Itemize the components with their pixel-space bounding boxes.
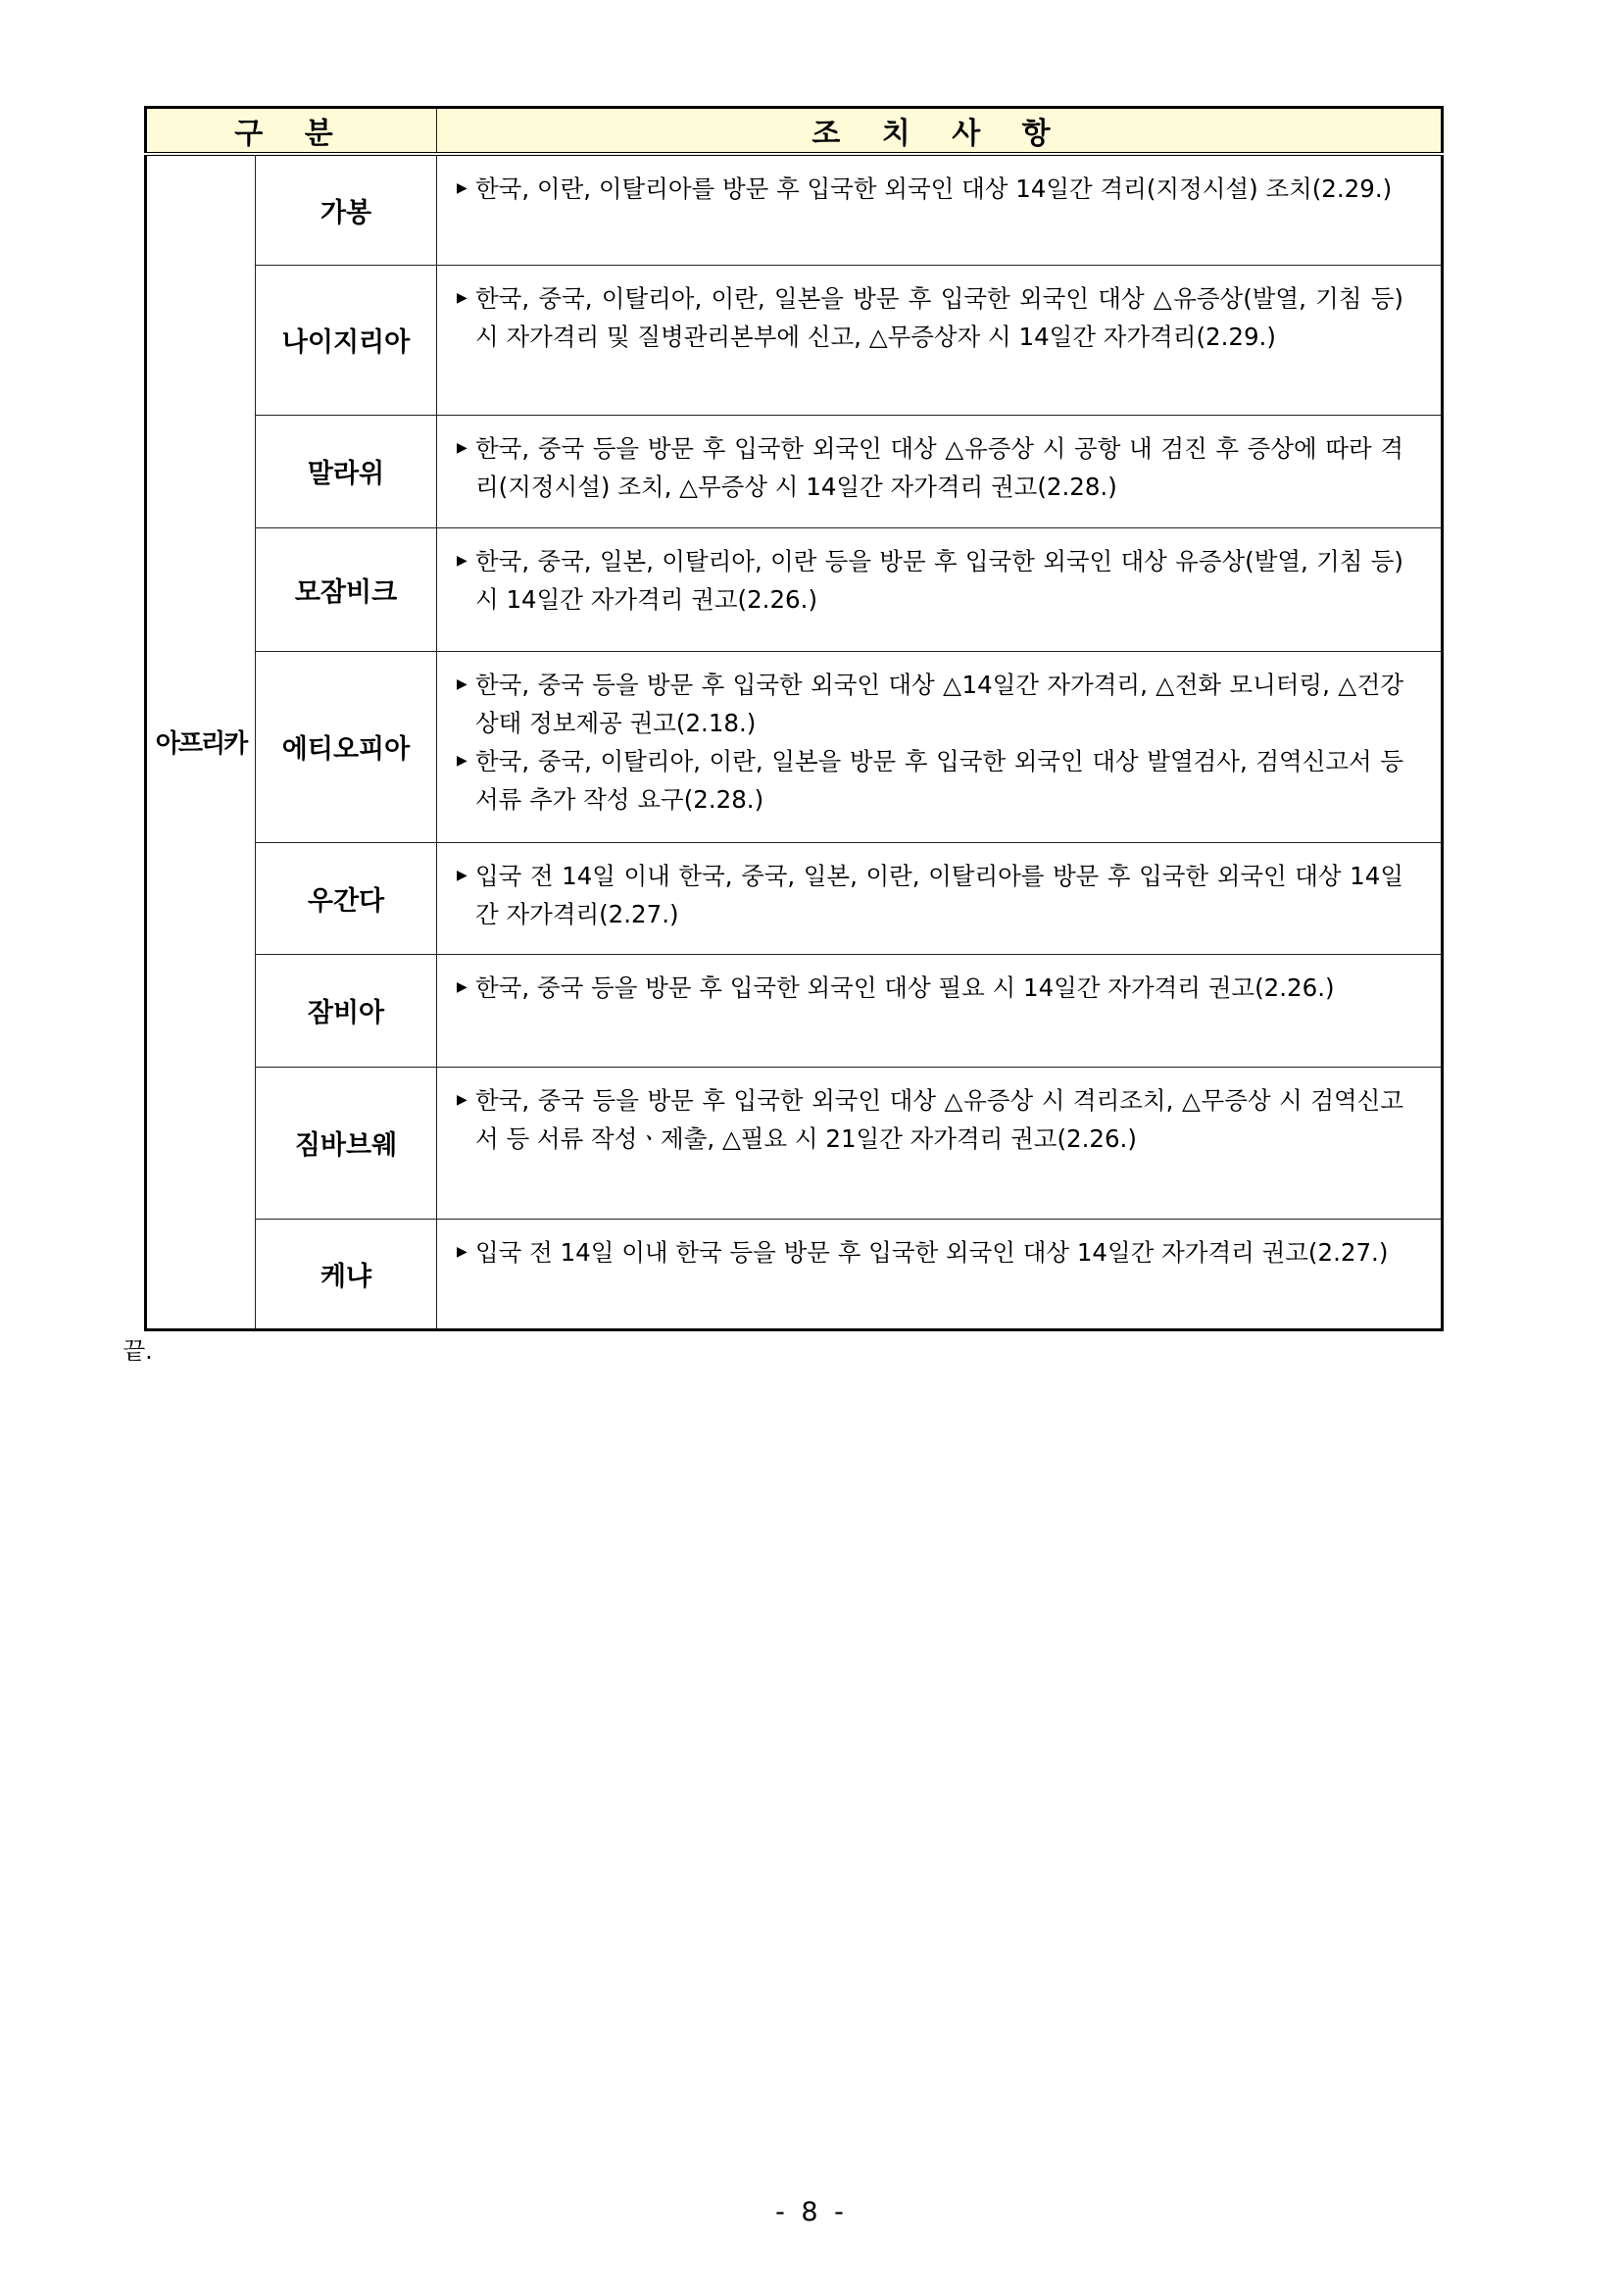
- measure-text: 한국, 중국, 일본, 이탈리아, 이란 등을 방문 후 입국한 외국인 대상 유증상(발열, 기침 등) 시 14일간 자가격리 권고(2.26.): [475, 546, 1403, 614]
- measures-cell: [437, 651, 1443, 842]
- table-row: [146, 1067, 1443, 1219]
- measure-item: [457, 742, 1403, 819]
- bullet-icon: ▶: [457, 675, 467, 692]
- table-row: [146, 842, 1443, 954]
- table-header-row: [146, 108, 1443, 155]
- measures-cell: [437, 527, 1443, 651]
- bullet-icon: ▶: [457, 978, 467, 995]
- header-measures: 조 치 사 항: [437, 108, 1443, 155]
- measures-table: [144, 106, 1444, 1331]
- measures-cell: [437, 265, 1443, 415]
- bullet-icon: ▶: [457, 1243, 467, 1260]
- measure-text: 한국, 중국 등을 방문 후 입국한 외국인 대상 △14일간 자가격리, △전화 모니터링, △건강상태 정보제공 권고(2.18.): [475, 670, 1403, 737]
- measure-item: [457, 170, 1403, 208]
- measure-text: 한국, 이란, 이탈리아를 방문 후 입국한 외국인 대상 14일간 격리(지정시설) 조치(2.29.): [475, 175, 1393, 203]
- bullet-icon: ▶: [457, 439, 467, 456]
- measure-text: 한국, 중국, 이탈리아, 이란, 일본을 방문 후 입국한 외국인 대상 △유증상(발열, 기침 등) 시 자가격리 및 질병관리본부에 신고, △무증상자 시 14일간 자가격리(2.29.): [475, 283, 1403, 351]
- table-row: [146, 154, 1443, 265]
- measures-cell: [437, 1067, 1443, 1219]
- table-row: [146, 265, 1443, 415]
- end-mark: 끝.: [123, 1337, 153, 1365]
- country-cell: 케냐: [256, 1219, 437, 1329]
- table-row: [146, 1219, 1443, 1329]
- country-cell: 말라위: [256, 415, 437, 527]
- region-cell: 아프리카: [146, 154, 256, 1329]
- measure-text: 한국, 중국 등을 방문 후 입국한 외국인 대상 △유증상 시 격리조치, △무증상 시 검역신고서 등 서류 작성ㆍ제출, △필요 시 21일간 자가격리 권고(2.26.): [475, 1085, 1403, 1153]
- page-number: - 8 -: [775, 2197, 848, 2227]
- country-cell: 잠비아: [256, 954, 437, 1067]
- table-row: [146, 415, 1443, 527]
- measure-item: [457, 857, 1403, 933]
- table-row: [146, 527, 1443, 651]
- measure-item: [457, 969, 1403, 1007]
- measure-text: 한국, 중국 등을 방문 후 입국한 외국인 대상 필요 시 14일간 자가격리 권고(2.26.): [475, 973, 1335, 1002]
- bullet-icon: ▶: [457, 180, 467, 196]
- measure-item: [457, 429, 1403, 506]
- table-body: [146, 154, 1443, 1329]
- measure-item: [457, 1081, 1403, 1158]
- bullet-icon: ▶: [457, 552, 467, 569]
- bullet-icon: ▶: [457, 289, 467, 306]
- measure-item: [457, 279, 1403, 356]
- measure-item: [457, 1233, 1403, 1272]
- country-cell: 에티오피아: [256, 651, 437, 842]
- measure-text: 한국, 중국 등을 방문 후 입국한 외국인 대상 △유증상 시 공항 내 검진 후 증상에 따라 격리(지정시설) 조치, △무증상 시 14일간 자가격리 권고(2.28.): [475, 433, 1403, 501]
- bullet-icon: ▶: [457, 752, 467, 769]
- measure-text: 한국, 중국, 이탈리아, 이란, 일본을 방문 후 입국한 외국인 대상 발열검사, 검역신고서 등 서류 추가 작성 요구(2.28.): [475, 746, 1403, 814]
- bullet-icon: ▶: [457, 1091, 467, 1108]
- measure-item: [457, 666, 1403, 742]
- measures-cell: [437, 154, 1443, 265]
- measure-item: [457, 542, 1403, 619]
- measures-cell: [437, 842, 1443, 954]
- bullet-icon: ▶: [457, 867, 467, 883]
- country-cell: 모잠비크: [256, 527, 437, 651]
- measures-cell: [437, 1219, 1443, 1329]
- table-row: [146, 954, 1443, 1067]
- country-cell: 짐바브웨: [256, 1067, 437, 1219]
- country-cell: 가봉: [256, 154, 437, 265]
- header-category: 구 분: [146, 108, 437, 155]
- table-row: [146, 651, 1443, 842]
- measure-text: 입국 전 14일 이내 한국, 중국, 일본, 이란, 이탈리아를 방문 후 입국한 외국인 대상 14일간 자가격리(2.27.): [475, 861, 1403, 928]
- country-cell: 우간다: [256, 842, 437, 954]
- measure-text: 입국 전 14일 이내 한국 등을 방문 후 입국한 외국인 대상 14일간 자가격리 권고(2.27.): [475, 1237, 1389, 1267]
- measures-cell: [437, 954, 1443, 1067]
- country-cell: 나이지리아: [256, 265, 437, 415]
- measures-cell: [437, 415, 1443, 527]
